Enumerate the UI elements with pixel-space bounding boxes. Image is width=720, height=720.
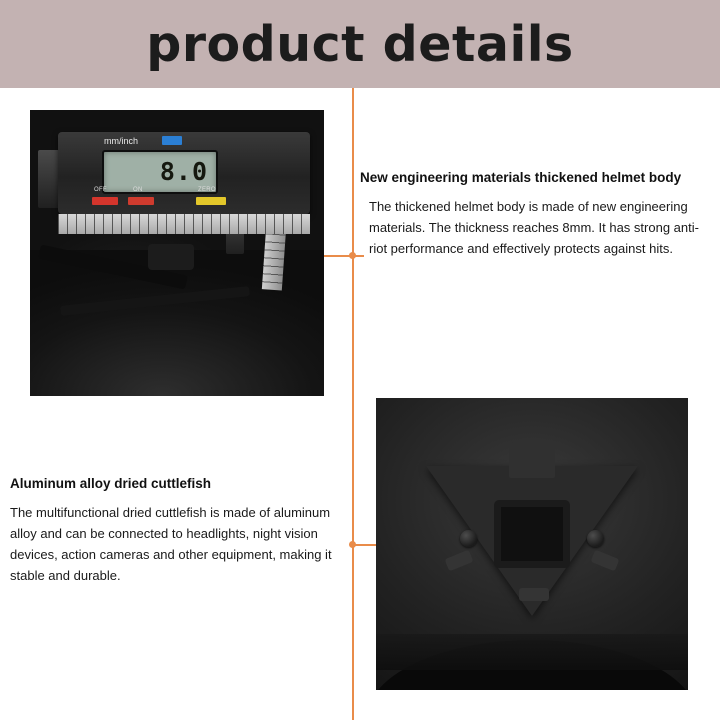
callout-cuttlefish-title: Aluminum alloy dried cuttlefish [10, 476, 212, 491]
helmet-strap-buckle [148, 244, 194, 270]
helmet-velcro-strip [376, 634, 688, 670]
shroud-screw-right [587, 530, 604, 547]
caliper-on-label: ON [133, 187, 143, 193]
shroud-screw-left [460, 530, 477, 547]
caliper-body [58, 132, 310, 214]
caliper-zero-button [196, 187, 226, 205]
shroud-top-neck [509, 442, 555, 478]
shroud-tab-bottom [519, 588, 549, 601]
connector-line-vertical-top [352, 88, 354, 256]
caliper-unit-label: mm/inch [104, 136, 139, 146]
connector-dot-bottom [349, 541, 356, 548]
caliper-display-value: 8.0 [159, 157, 208, 186]
caliper-blue-indicator [162, 136, 182, 145]
callout-material-body: The thickened helmet body is made of new engineering materials. The thickness reaches 8mm. It has strong anti-riot performance and effectively protects against hits. [369, 199, 699, 257]
photo-caliper-measurement [30, 110, 324, 396]
callout-cuttlefish [10, 476, 350, 586]
connector-line-vertical-bottom [352, 256, 354, 720]
callout-material-title: New engineering materials thickened helmet body [360, 170, 682, 185]
shroud-mount-assembly [426, 442, 638, 618]
caliper-off-label: OFF [94, 187, 107, 193]
caliper-button-row [92, 187, 262, 208]
connector-line-horizontal-top [324, 255, 364, 257]
caliper-off-button [92, 187, 118, 205]
shroud-nvg-slot [494, 500, 570, 568]
ruler-horizontal-ticks [58, 214, 310, 234]
caliper-on-button [128, 187, 154, 205]
callout-material [360, 170, 716, 259]
photo-shroud-mount [376, 398, 688, 690]
ruler-horizontal [58, 214, 310, 234]
page-title: product details [146, 15, 574, 73]
callout-cuttlefish-body: The multifunctional dried cuttlefish is made of aluminum alloy and can be connected to headlights, night vision devices, action cameras and other equipment, making it stable and durable. [10, 505, 332, 584]
page-header [0, 0, 720, 88]
caliper-zero-label: ZERO [198, 187, 216, 193]
